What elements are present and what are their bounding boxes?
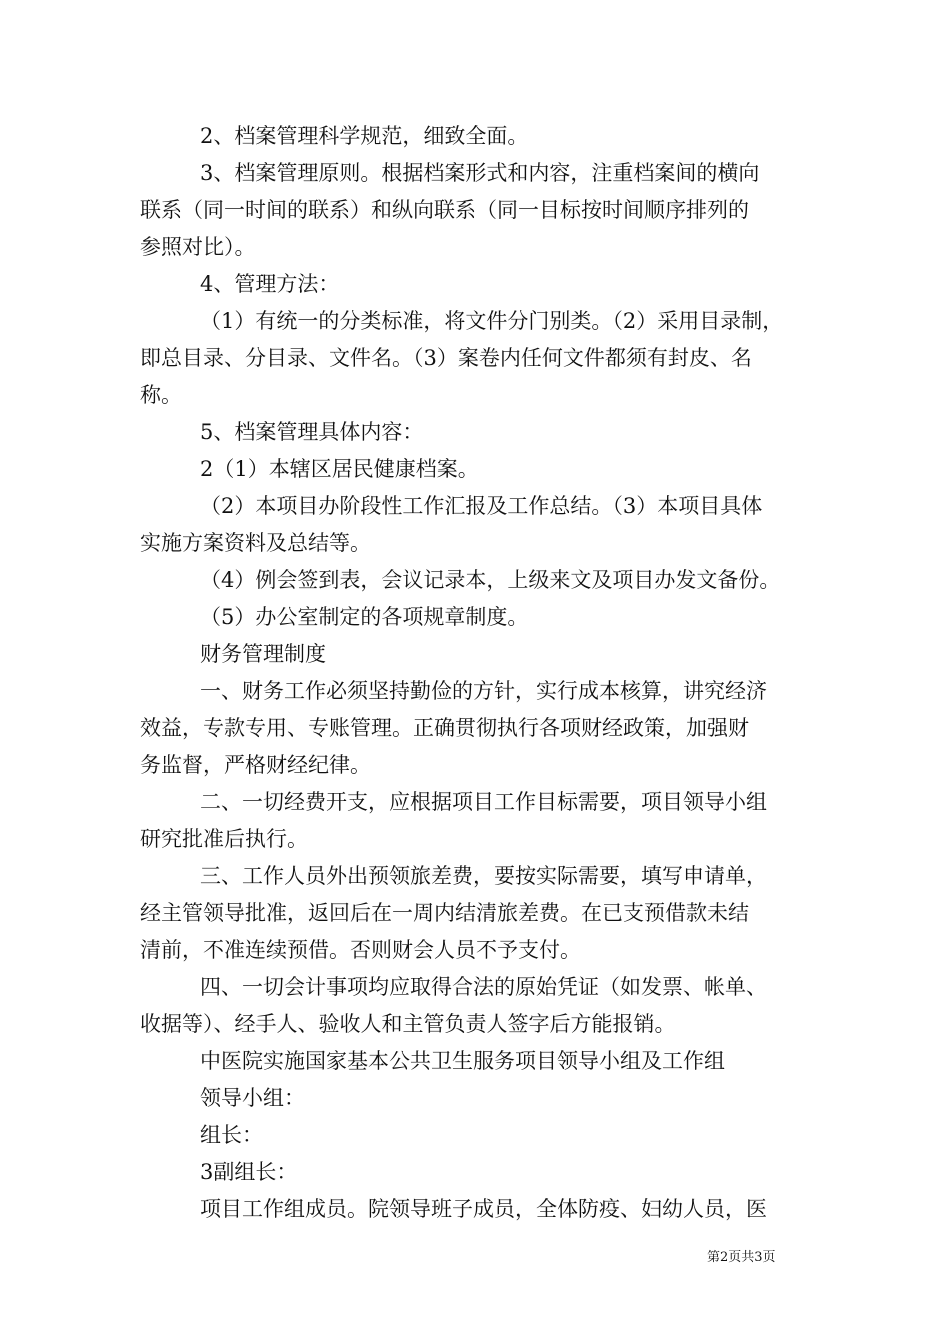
text-line: 一、财务工作必须坚持勤俭的方针，实行成本核算，讲究经济: [200, 679, 767, 703]
text-line: 清前，不准连续预借。否则财会人员不予支付。: [140, 938, 581, 962]
text-line: 效益，专款专用、专账管理。正确贯彻执行各项财经政策，加强财: [140, 716, 749, 740]
text-line: 领导小组：: [200, 1086, 305, 1110]
text-line: 2、档案管理科学规范，细致全面。: [200, 124, 529, 148]
text-line: （4）例会签到表，会议记录本，上级来文及项目办发文备份。: [200, 568, 781, 592]
text-line: 二、一切经费开支，应根据项目工作目标需要，项目领导小组: [200, 790, 767, 814]
text-line: 3副组长：: [200, 1160, 298, 1184]
page-number: 第2页共3页: [707, 1250, 776, 1265]
text-line: 5、档案管理具体内容：: [200, 420, 424, 444]
section-heading: 中医院实施国家基本公共卫生服务项目领导小组及工作组: [200, 1049, 725, 1073]
section-heading: 财务管理制度: [200, 642, 326, 666]
text-line: 4、管理方法：: [200, 272, 340, 296]
text-line: 四、一切会计事项均应取得合法的原始凭证（如发票、帐单、: [200, 975, 767, 999]
text-line: （5）办公室制定的各项规章制度。: [200, 605, 529, 629]
text-line: 即总目录、分目录、文件名。（3）案卷内任何文件都须有封皮、名: [140, 346, 752, 370]
text-line: 3、档案管理原则。根据档案形式和内容，注重档案间的横向: [200, 161, 760, 185]
text-line: 联系（同一时间的联系）和纵向联系（同一目标按时间顺序排列的: [140, 198, 749, 222]
text-line: 三、工作人员外出预领旅差费，要按实际需要，填写申请单，: [200, 864, 767, 888]
text-line: （2）本项目办阶段性工作汇报及工作总结。（3）本项目具体: [200, 494, 763, 518]
text-line: 实施方案资料及总结等。: [140, 531, 371, 555]
text-line: 研究批准后执行。: [140, 827, 308, 851]
text-line: 收据等）、经手人、验收人和主管负责人签字后方能报销。: [140, 1012, 676, 1036]
text-line: 经主管领导批准，返回后在一周内结清旅差费。在已支预借款未结: [140, 901, 749, 925]
text-line: 务监督，严格财经纪律。: [140, 753, 371, 777]
text-line: 2（1）本辖区居民健康档案。: [200, 457, 479, 481]
text-line: 参照对比）。: [140, 235, 256, 259]
text-line: （1）有统一的分类标准，将文件分门别类。（2）采用目录制，: [200, 309, 784, 333]
text-line: 项目工作组成员。院领导班子成员，全体防疫、妇幼人员，医: [200, 1197, 767, 1221]
text-line: 称。: [140, 383, 182, 407]
text-line: 组长：: [200, 1123, 263, 1147]
